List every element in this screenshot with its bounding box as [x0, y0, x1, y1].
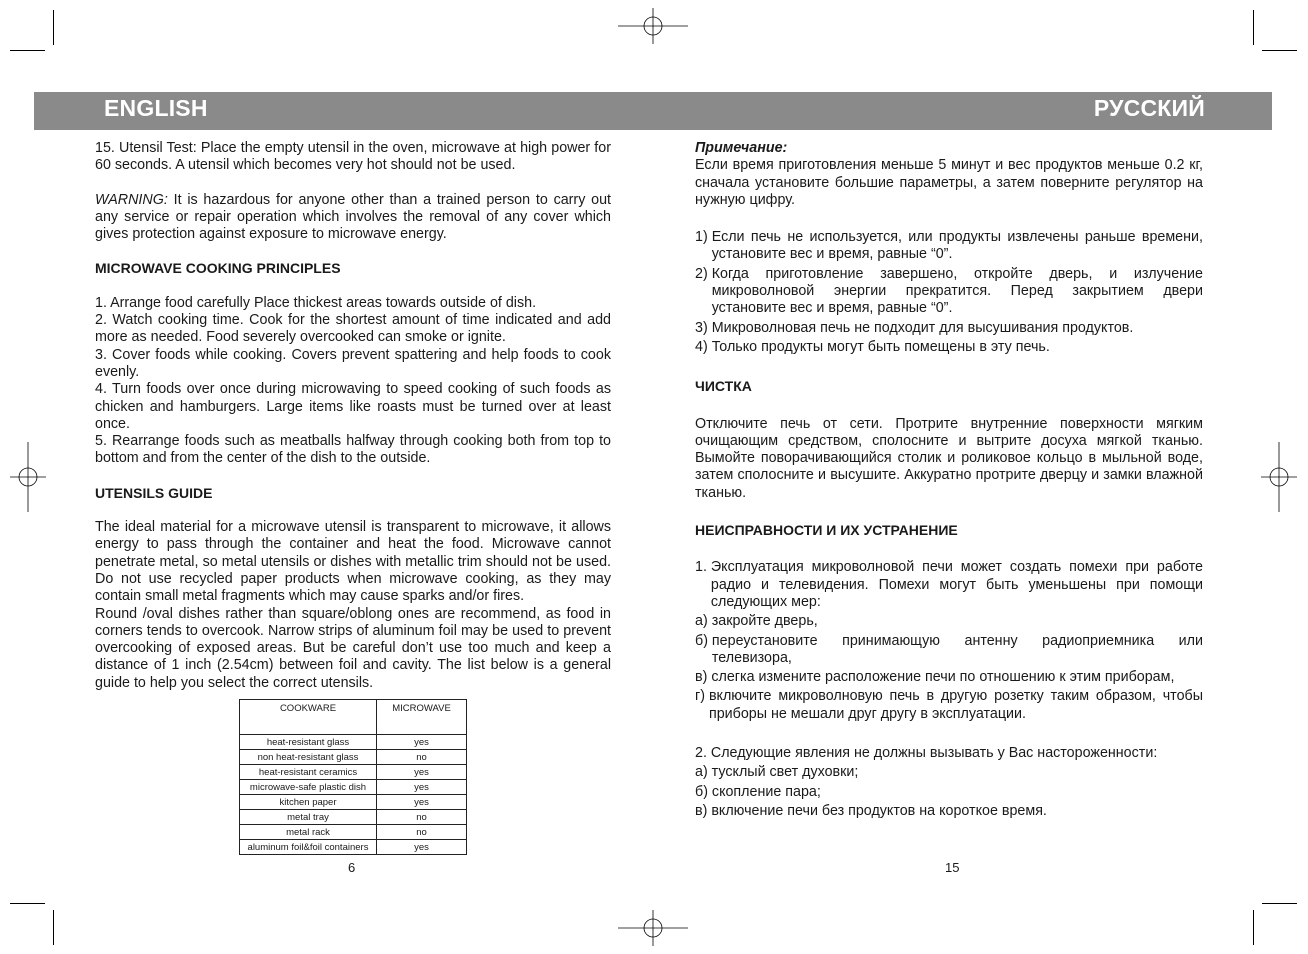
list-item-number: а): [695, 613, 712, 630]
utensils-guide-paragraph: The ideal material for a microwave utensil is transparent to microwave, it allows energy to pass through the container and heat the food. Microwave cannot penetrate metal, so metal utensils or dishes with metallic trim should not be used. Do not use recycled paper products when microwave cooking, as they may contain small metal fragments which may cause sparks and/or fires.: [95, 519, 611, 605]
list-item-text: Эксплуатация микроволновой печи может создать помехи при работе радио и телевидения. Помехи могут быть уменьшены при помощи следующих мер:: [710, 559, 1203, 610]
registration-mark-icon: [1261, 442, 1297, 512]
list-item: б) скопление пара;: [695, 783, 821, 800]
list-item-number: 1): [695, 229, 712, 246]
utensils-table: [239, 699, 467, 855]
principle-item: 4. Turn foods over once during microwaving to speed cooking of such foods as chicken and hamburgers. Large items like roasts must be turned over at least once.: [95, 381, 611, 432]
list-item: [695, 339, 1203, 356]
table-header-row: [240, 700, 467, 735]
table-cell: non heat-resistant glass: [240, 750, 377, 765]
table-header-cookware: COOKWARE: [240, 700, 377, 735]
warning-text: It is hazardous for anyone other than a trained person to carry out any service or repair operation which involves the removal of any cover which gives protection against exposure to microwave energy.: [95, 191, 611, 243]
table-cell: yes: [377, 765, 467, 780]
list-item: в) включение печи без продуктов на короткое время.: [695, 802, 1047, 819]
utensils-guide-heading: UTENSILS GUIDE: [95, 484, 213, 501]
list-item-number: в): [695, 669, 712, 686]
table-cell: metal tray: [240, 810, 377, 825]
list-item: [695, 266, 1203, 318]
table-row: [240, 765, 467, 780]
crop-mark: [53, 910, 54, 945]
table-row: [240, 810, 467, 825]
table-cell: yes: [377, 735, 467, 750]
registration-mark-icon: [618, 910, 688, 946]
cleaning-heading: ЧИСТКА: [695, 378, 752, 395]
list-item-text: Микроволновая печь не подходит для высушивания продуктов.: [711, 319, 1134, 336]
warning-paragraph: [95, 192, 611, 244]
list-item: а) тусклый свет духовки;: [695, 764, 859, 781]
header-title-english: ENGLISH: [104, 95, 208, 121]
table-cell: metal rack: [240, 825, 377, 840]
table-cell: no: [377, 825, 467, 840]
crop-mark: [53, 10, 54, 45]
warning-label: WARNING:: [95, 191, 168, 208]
list-item-number: 3): [695, 319, 712, 336]
table-cell: no: [377, 750, 467, 765]
table-row: [240, 750, 467, 765]
page-number-left: 6: [348, 860, 356, 875]
table-cell: yes: [377, 840, 467, 855]
crop-mark: [1253, 910, 1254, 945]
list-item-text: Только продукты могут быть помещены в эту печь.: [711, 338, 1050, 355]
page-number-right: 15: [945, 860, 960, 875]
table-cell: heat-resistant glass: [240, 735, 377, 750]
table-row: [240, 735, 467, 750]
list-item-text: Если печь не используется, или продукты извлечены раньше времени, установите вес и время, равные “0”.: [711, 229, 1203, 263]
table-row: [240, 825, 467, 840]
list-item: [695, 669, 1203, 686]
normal-phenomena-intro: 2. Следующие явления не должны вызывать у Вас настороженности:: [695, 745, 1158, 762]
principle-item: 1. Arrange food carefully Place thickest areas towards outside of dish.: [95, 294, 537, 311]
list-item-text: Когда приготовление завершено, откройте дверь, и излучение микроволновой энергии прекратится. Перед закрытием двери установите вес и время, равные “0”.: [711, 265, 1203, 317]
list-item: [695, 633, 1203, 668]
table-cell: aluminum foil&foil containers: [240, 840, 377, 855]
utensils-guide-paragraph-2: Round /oval dishes rather than square/oblong ones are recommend, as food in corners tends to overcook. Narrow strips of aluminum foil may be used to prevent overcooking of exposed areas. But be careful don’t use too much and keep a distance of 1 inch (2.54cm) between foil and cavity. The list below is a general guide to help you select the correct utensils.: [95, 605, 611, 691]
table-row: [240, 840, 467, 855]
list-item-number: 2): [695, 265, 712, 282]
table-cell: yes: [377, 780, 467, 795]
crop-mark: [1253, 10, 1254, 45]
list-item-text: включите микроволновую печь в другую розетку таким образом, чтобы приборы не мешали друг другу в эксплуатации.: [708, 688, 1203, 722]
crop-mark: [1262, 50, 1297, 51]
principle-item: 3. Cover foods while cooking. Covers prevent spattering and help foods to cook evenly.: [95, 346, 611, 380]
list-item-number: б): [695, 632, 712, 649]
russian-column: [695, 140, 1203, 822]
list-item-text: переустановите принимающую антенну радиоприемника или телевизора,: [711, 632, 1203, 666]
crop-mark: [10, 903, 45, 904]
table-row: [240, 780, 467, 795]
registration-mark-icon: [618, 8, 688, 44]
list-item-text: слегка измените расположение печи по отношению к этим приборам,: [711, 669, 1175, 686]
list-item: [695, 320, 1203, 337]
header-title-russian: РУССКИЙ: [1093, 95, 1205, 121]
crop-mark: [10, 50, 45, 51]
cleaning-paragraph: Отключите печь от сети. Протрите внутренние поверхности мягким очищающим средством, сполосните и вытрите досуха мягкой тканью. Вымойте поворачивающийся столик и роликовое кольцо в мыльной воде, затем сполосните и высушите. Аккуратно протрите дверцу и замки влажной тканью.: [695, 415, 1203, 501]
list-item-number: 4): [695, 338, 712, 355]
list-item-text: закройте дверь,: [711, 613, 818, 630]
table-header-microwave: MICROWAVE: [377, 700, 467, 735]
list-item-number: г): [695, 688, 709, 705]
list-item: [695, 229, 1203, 264]
list-item: [695, 613, 1203, 630]
table-cell: kitchen paper: [240, 795, 377, 810]
table-cell: yes: [377, 795, 467, 810]
note-title: Примечание:: [695, 140, 788, 156]
list-item-number: 1.: [695, 559, 711, 576]
crop-mark: [1262, 903, 1297, 904]
note-paragraph: Если время приготовления меньше 5 минут и вес продуктов меньше 0.2 кг, сначала установите большие параметры, а затем поверните регулятор на нужную цифру.: [695, 157, 1203, 208]
table-cell: no: [377, 810, 467, 825]
table-cell: heat-resistant ceramics: [240, 765, 377, 780]
utensil-test-paragraph: 15. Utensil Test: Place the empty utensil in the oven, microwave at high power for 60 seconds. A utensil which becomes very hot should not be used.: [95, 140, 611, 174]
list-item: [695, 688, 1203, 723]
principles-heading: MICROWAVE COOKING PRINCIPLES: [95, 260, 341, 277]
language-header-bar: [34, 92, 1272, 130]
table-cell: microwave-safe plastic dish: [240, 780, 377, 795]
list-item: [695, 559, 1203, 611]
principle-item: 2. Watch cooking time. Cook for the shortest amount of time indicated and add more as needed. Food severely overcooked can smoke or ignite.: [95, 312, 611, 346]
principle-item: 5. Rearrange foods such as meatballs halfway through cooking both from top to bottom and from the center of the dish to the outside.: [95, 433, 611, 467]
english-column: [95, 140, 611, 692]
registration-mark-icon: [10, 442, 46, 512]
troubleshooting-heading: НЕИСПРАВНОСТИ И ИХ УСТРАНЕНИЕ: [695, 522, 958, 539]
table-row: [240, 795, 467, 810]
